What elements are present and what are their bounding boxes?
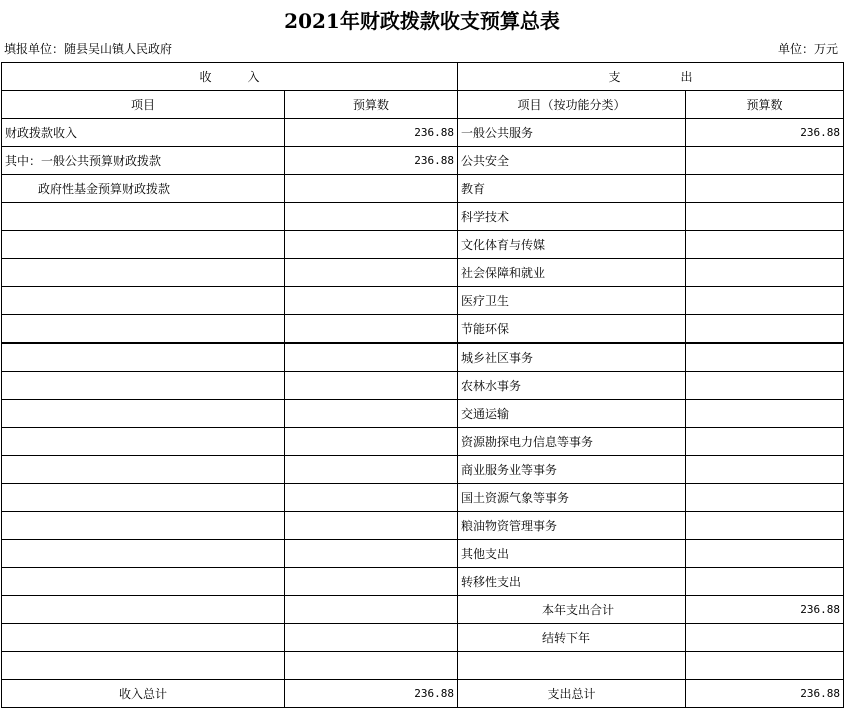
income-item-header: 项目 xyxy=(2,91,285,119)
expense-item-cell: 科学技术 xyxy=(458,203,686,231)
income-item-cell xyxy=(2,259,285,287)
table-row xyxy=(2,147,844,175)
expense-item-cell: 教育 xyxy=(458,175,686,203)
expense-amount-cell xyxy=(686,624,844,652)
expense-item-cell: 文化体育与传媒 xyxy=(458,231,686,259)
income-total-amount: 236.88 xyxy=(285,680,458,708)
expense-amount-cell xyxy=(686,540,844,568)
expense-item-cell: 一般公共服务 xyxy=(458,119,686,147)
expense-total-amount: 236.88 xyxy=(686,680,844,708)
table-row xyxy=(2,512,844,540)
income-amount-cell xyxy=(285,203,458,231)
expense-item-header: 项目（按功能分类） xyxy=(458,91,686,119)
table-row xyxy=(2,287,844,315)
page-title: 2021年财政拨款收支预算总表 xyxy=(284,9,560,33)
expense-amount-cell xyxy=(686,372,844,400)
table-row xyxy=(2,540,844,568)
income-item-cell xyxy=(2,372,285,400)
income-amount-cell xyxy=(285,231,458,259)
expense-item-cell: 公共安全 xyxy=(458,147,686,175)
table-row xyxy=(2,484,844,512)
income-amount-cell xyxy=(285,652,458,680)
income-item-cell xyxy=(2,652,285,680)
expense-item-cell: 资源勘探电力信息等事务 xyxy=(458,428,686,456)
expense-amount-cell xyxy=(686,512,844,540)
income-item-cell xyxy=(2,315,285,344)
expense-item-cell xyxy=(458,652,686,680)
expense-amount-cell xyxy=(686,259,844,287)
income-amount-header: 预算数 xyxy=(285,91,458,119)
table-row xyxy=(2,343,844,372)
income-item-cell xyxy=(2,456,285,484)
income-item-cell xyxy=(2,484,285,512)
income-amount-cell xyxy=(285,287,458,315)
expense-amount-cell xyxy=(686,484,844,512)
table-row xyxy=(2,568,844,596)
totals-row xyxy=(2,680,844,708)
table-row xyxy=(2,624,844,652)
table-row xyxy=(2,372,844,400)
header-row-2 xyxy=(2,91,844,119)
expense-item-cell: 国土资源气象等事务 xyxy=(458,484,686,512)
income-item-cell xyxy=(2,203,285,231)
expense-amount-cell xyxy=(686,175,844,203)
table-row xyxy=(2,203,844,231)
expense-total-label: 支出总计 xyxy=(458,680,686,708)
table-row xyxy=(2,119,844,147)
income-item-cell: 其中：一般公共预算财政拨款 xyxy=(2,147,285,175)
income-item-cell: 政府性基金预算财政拨款 xyxy=(2,175,285,203)
table-row xyxy=(2,175,844,203)
table-row xyxy=(2,315,844,344)
income-amount-cell xyxy=(285,400,458,428)
income-item-cell xyxy=(2,428,285,456)
income-amount-cell xyxy=(285,428,458,456)
income-item-cell xyxy=(2,400,285,428)
income-amount-cell xyxy=(285,456,458,484)
income-amount-cell xyxy=(285,512,458,540)
income-item-cell: 财政拨款收入 xyxy=(2,119,285,147)
income-item-cell xyxy=(2,596,285,624)
expense-amount-cell xyxy=(686,400,844,428)
expense-item-cell: 转移性支出 xyxy=(458,568,686,596)
expense-item-cell: 医疗卫生 xyxy=(458,287,686,315)
income-amount-cell xyxy=(285,175,458,203)
expense-item-cell: 节能环保 xyxy=(458,315,686,344)
income-amount-cell xyxy=(285,568,458,596)
expense-item-cell: 城乡社区事务 xyxy=(458,343,686,372)
expense-amount-cell xyxy=(686,231,844,259)
header-row-1 xyxy=(2,63,844,91)
expense-item-cell: 本年支出合计 xyxy=(458,596,686,624)
expense-amount-header: 预算数 xyxy=(686,91,844,119)
expense-item-cell: 社会保障和就业 xyxy=(458,259,686,287)
income-item-cell xyxy=(2,540,285,568)
table-row xyxy=(2,456,844,484)
expense-header: 支 出 xyxy=(458,63,844,91)
table-row xyxy=(2,596,844,624)
expense-amount-cell: 236.88 xyxy=(686,119,844,147)
table-row xyxy=(2,231,844,259)
income-item-cell xyxy=(2,231,285,259)
expense-amount-cell xyxy=(686,287,844,315)
income-amount-cell: 236.88 xyxy=(285,119,458,147)
expense-amount-cell xyxy=(686,203,844,231)
expense-item-cell: 交通运输 xyxy=(458,400,686,428)
expense-amount-cell xyxy=(686,652,844,680)
table-row xyxy=(2,259,844,287)
expense-amount-cell xyxy=(686,568,844,596)
table-row xyxy=(2,428,844,456)
expense-amount-cell xyxy=(686,456,844,484)
unit-label: 单位：万元 xyxy=(777,42,838,56)
income-amount-cell xyxy=(285,315,458,344)
expense-item-cell: 其他支出 xyxy=(458,540,686,568)
income-amount-cell xyxy=(285,540,458,568)
table-row xyxy=(2,652,844,680)
income-amount-cell: 236.88 xyxy=(285,147,458,175)
expense-item-cell: 粮油物资管理事务 xyxy=(458,512,686,540)
income-amount-cell xyxy=(285,596,458,624)
expense-item-cell: 农林水事务 xyxy=(458,372,686,400)
fill-unit-label: 填报单位：随县吴山镇人民政府 xyxy=(4,42,173,56)
income-item-cell xyxy=(2,512,285,540)
income-item-cell xyxy=(2,287,285,315)
expense-amount-cell xyxy=(686,428,844,456)
expense-item-cell: 商业服务业等事务 xyxy=(458,456,686,484)
income-item-cell xyxy=(2,624,285,652)
expense-amount-cell xyxy=(686,343,844,372)
income-amount-cell xyxy=(285,484,458,512)
expense-amount-cell: 236.88 xyxy=(686,596,844,624)
income-amount-cell xyxy=(285,259,458,287)
expense-amount-cell xyxy=(686,315,844,344)
income-item-cell xyxy=(2,568,285,596)
expense-item-cell: 结转下年 xyxy=(458,624,686,652)
income-amount-cell xyxy=(285,624,458,652)
income-amount-cell xyxy=(285,372,458,400)
income-amount-cell xyxy=(285,343,458,372)
income-item-cell xyxy=(2,343,285,372)
income-header: 收 入 xyxy=(2,63,458,91)
budget-table xyxy=(1,62,844,708)
table-row xyxy=(2,400,844,428)
expense-amount-cell xyxy=(686,147,844,175)
income-total-label: 收入总计 xyxy=(2,680,285,708)
